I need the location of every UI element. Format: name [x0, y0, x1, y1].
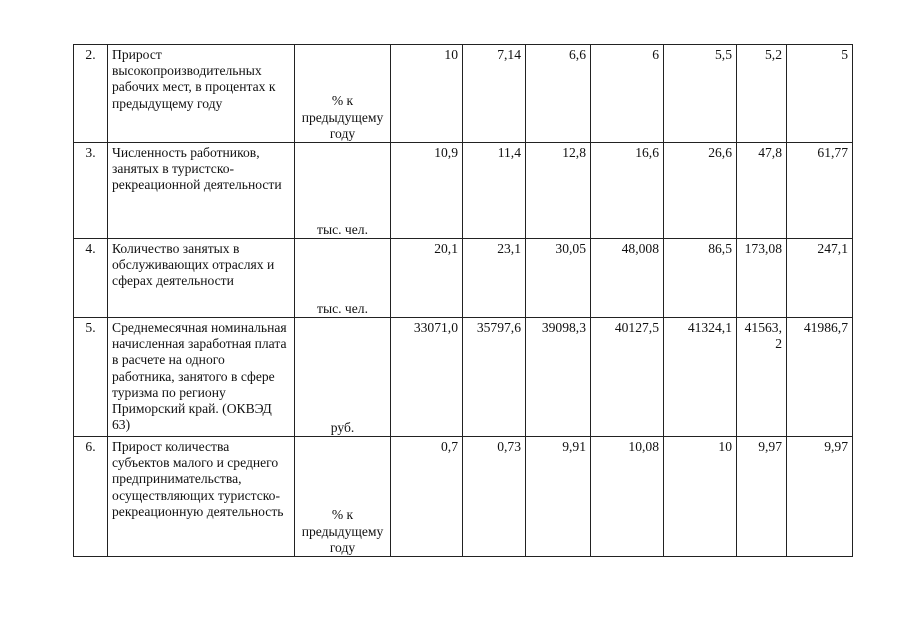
- value-cell: 23,1: [463, 239, 526, 318]
- value-cell: 7,14: [463, 45, 526, 143]
- value-cell: 30,05: [526, 239, 591, 318]
- value-cell: 0,7: [391, 437, 463, 557]
- value-cell: 41986,7: [787, 318, 853, 437]
- value-cell: 5: [787, 45, 853, 143]
- unit-cell: тыс. чел.: [295, 143, 391, 239]
- unit-cell: % к предыдущему году: [295, 437, 391, 557]
- indicator-name: Среднемесячная номинальная начисленная заработная плата в расчете на одного работника, занятого в сфере туризма по региону Приморский край. (ОКВЭД 63): [108, 318, 295, 437]
- value-cell: 6,6: [526, 45, 591, 143]
- table-row: [74, 45, 853, 143]
- row-number: 5.: [74, 318, 108, 437]
- table-row: [74, 318, 853, 437]
- value-cell: 9,91: [526, 437, 591, 557]
- indicator-name: Прирост количества субъектов малого и среднего предпринимательства, осуществляющих туристско-рекреационную деятельность: [108, 437, 295, 557]
- row-number: 3.: [74, 143, 108, 239]
- row-number: 2.: [74, 45, 108, 143]
- value-cell: 16,6: [591, 143, 664, 239]
- value-cell: 61,77: [787, 143, 853, 239]
- value-cell: 0,73: [463, 437, 526, 557]
- unit-cell: % к предыдущему году: [295, 45, 391, 143]
- value-cell: 247,1: [787, 239, 853, 318]
- row-number: 6.: [74, 437, 108, 557]
- value-cell: 40127,5: [591, 318, 664, 437]
- unit-cell: тыс. чел.: [295, 239, 391, 318]
- value-cell: 41324,1: [664, 318, 737, 437]
- value-cell: 12,8: [526, 143, 591, 239]
- table-row: [74, 437, 853, 557]
- value-cell: 11,4: [463, 143, 526, 239]
- row-number: 4.: [74, 239, 108, 318]
- value-cell: 48,008: [591, 239, 664, 318]
- value-cell: 10: [664, 437, 737, 557]
- value-cell: 173,08: [737, 239, 787, 318]
- value-cell: 35797,6: [463, 318, 526, 437]
- indicator-name: Количество занятых в обслуживающих отраслях и сферах деятельности: [108, 239, 295, 318]
- value-cell: 10,9: [391, 143, 463, 239]
- indicator-name: Численность работников, занятых в туристско-рекреационной деятельности: [108, 143, 295, 239]
- value-cell: 5,5: [664, 45, 737, 143]
- value-cell: 6: [591, 45, 664, 143]
- indicator-name: Прирост высокопроизводительных рабочих мест, в процентах к предыдущему году: [108, 45, 295, 143]
- value-cell: 9,97: [787, 437, 853, 557]
- table-row: [74, 239, 853, 318]
- indicators-table: [73, 44, 853, 557]
- value-cell: 39098,3: [526, 318, 591, 437]
- value-cell: 33071,0: [391, 318, 463, 437]
- value-cell: 47,8: [737, 143, 787, 239]
- value-cell: 10: [391, 45, 463, 143]
- unit-cell: руб.: [295, 318, 391, 437]
- value-cell: 41563,2: [737, 318, 787, 437]
- value-cell: 9,97: [737, 437, 787, 557]
- value-cell: 86,5: [664, 239, 737, 318]
- value-cell: 10,08: [591, 437, 664, 557]
- value-cell: 20,1: [391, 239, 463, 318]
- table-row: [74, 143, 853, 239]
- value-cell: 5,2: [737, 45, 787, 143]
- value-cell: 26,6: [664, 143, 737, 239]
